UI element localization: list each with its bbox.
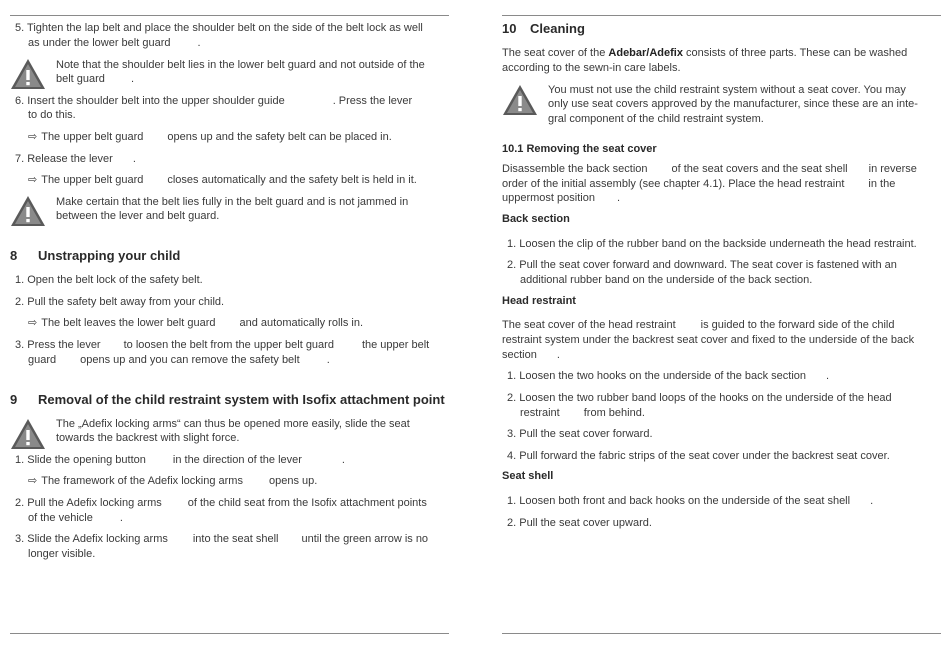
s9-step-3-line1: 3. Slide the Adefix locking arms into the seat shell until the green arrow is no	[15, 533, 429, 545]
subsection-10-1-title: 10.1 Removing the seat cover	[502, 143, 657, 155]
note-3-line2: towards the backrest with slight force.	[56, 432, 240, 444]
head-restraint-text-line1: The seat cover of the head restraint is guided to the forward side of the child	[502, 319, 895, 331]
note-3-line1: The „Adefix locking arms“ can thus be opened more easily, slide the seat	[56, 418, 410, 430]
head-step-2-line2: restraint from behind.	[520, 407, 645, 419]
s9-step-3-line2: longer visible.	[28, 548, 96, 560]
disassemble-line2: order of the initial assembly (see chapter 4.1). Place the head restraint in the	[502, 178, 896, 190]
section-10-number: 10	[502, 21, 517, 36]
s9-step-2-line2: of the vehicle .	[28, 512, 123, 524]
result-arrow-icon: ⇨	[28, 174, 38, 186]
bottom-rule-right	[502, 633, 941, 634]
back-step-1: 1. Loosen the clip of the rubber band on the backside underneath the head restraint.	[507, 238, 917, 250]
section-9-title: Removal of the child restraint system with Isofix attachment point	[38, 392, 445, 407]
head-restraint-text-line2: restraint system under the backrest seat cover and fixed to the underside of the back	[502, 334, 915, 346]
head-step-4: 4. Pull forward the fabric strips of the seat cover under the backrest seat cover.	[507, 450, 890, 462]
section-9-number: 9	[10, 392, 18, 407]
note-2-line2: between the lever and belt guard.	[56, 210, 220, 222]
step-6-line1: 6. Insert the shoulder belt into the upper shoulder guide . Press the lever	[15, 95, 413, 107]
warning-triangle-icon	[502, 84, 538, 116]
head-restraint-heading: Head restraint	[502, 295, 576, 307]
s9-step-2-line1: 2. Pull the Adefix locking arms of the child seat from the Isofix attachment points	[15, 497, 427, 509]
cleaning-note-line3: gral component of the child restraint system.	[548, 113, 764, 125]
cleaning-note-line2: only use seat covers approved by the manufacturer, since these are an inte-	[548, 98, 918, 110]
warning-triangle-icon	[10, 418, 46, 450]
s9-result: ⇨ The framework of the Adefix locking arms opens up.	[28, 475, 318, 487]
step-6-line2: to do this.	[28, 109, 76, 121]
back-section-heading: Back section	[502, 213, 570, 225]
s9-step-1: 1. Slide the opening button in the direction of the lever .	[15, 454, 345, 466]
disassemble-line3: uppermost position .	[502, 192, 621, 204]
step-5-line2: as under the lower belt guard .	[28, 37, 201, 49]
shell-step-1: 1. Loosen both front and back hooks on the underside of the seat shell .	[507, 495, 874, 507]
top-rule-right	[502, 15, 941, 16]
disassemble-line1: Disassemble the back section of the seat covers and the seat shell in reverse	[502, 163, 917, 175]
section-10-title: Cleaning	[530, 21, 585, 36]
head-step-3: 3. Pull the seat cover forward.	[507, 428, 653, 440]
note-1-line1: Note that the shoulder belt lies in the lower belt guard and not outside of the	[56, 59, 425, 71]
result-arrow-icon: ⇨	[28, 475, 38, 487]
s8-step-2: 2. Pull the safety belt away from your child.	[15, 296, 225, 308]
seat-shell-heading: Seat shell	[502, 470, 554, 482]
cleaning-note-line1: You must not use the child restraint system without a seat cover. You may	[548, 84, 906, 96]
s8-result: ⇨ The belt leaves the lower belt guard and automatically rolls in.	[28, 317, 364, 329]
step-5-line1: 5. Tighten the lap belt and place the shoulder belt on the side of the belt lock as well	[15, 22, 423, 34]
s8-step-3-line2: guard opens up and you can remove the safety belt .	[28, 354, 330, 366]
note-2-line1: Make certain that the belt lies fully in the belt guard and is not jammed in	[56, 196, 409, 208]
warning-triangle-icon	[10, 195, 46, 227]
back-step-2-line2: additional rubber band on the underside of the back section.	[520, 274, 813, 286]
head-restraint-text-line3: section .	[502, 349, 560, 361]
s8-step-1: 1. Open the belt lock of the safety belt.	[15, 274, 203, 286]
bottom-rule-left	[10, 633, 449, 634]
head-step-1: 1. Loosen the two hooks on the underside of the back section .	[507, 370, 830, 382]
brand-name: Adebar/Adefix	[608, 47, 683, 59]
head-step-2-line1: 2. Loosen the two rubber band loops of the hooks on the underside of the head	[507, 392, 892, 404]
result-arrow-icon: ⇨	[28, 131, 38, 143]
step-7-result: ⇨ The upper belt guard closes automatically and the safety belt is held in it.	[28, 174, 417, 186]
section-8-number: 8	[10, 248, 18, 263]
warning-triangle-icon	[10, 58, 46, 90]
section-8-title: Unstrapping your child	[38, 248, 181, 263]
cleaning-intro-line2: according to the sewn-in care labels.	[502, 62, 681, 74]
shell-step-2: 2. Pull the seat cover upward.	[507, 517, 652, 529]
result-arrow-icon: ⇨	[28, 317, 38, 329]
s8-step-3-line1: 3. Press the lever to loosen the belt from the upper belt guard the upper belt	[15, 339, 430, 351]
step-6-result: ⇨ The upper belt guard opens up and the safety belt can be placed in.	[28, 131, 392, 143]
note-1-line2: belt guard .	[56, 73, 134, 85]
back-step-2-line1: 2. Pull the seat cover forward and downward. The seat cover is fastened with an	[507, 259, 897, 271]
cleaning-intro-line1: The seat cover of the Adebar/Adefix consists of three parts. These can be washed	[502, 47, 908, 59]
top-rule-left	[10, 15, 449, 16]
step-7: 7. Release the lever .	[15, 153, 136, 165]
